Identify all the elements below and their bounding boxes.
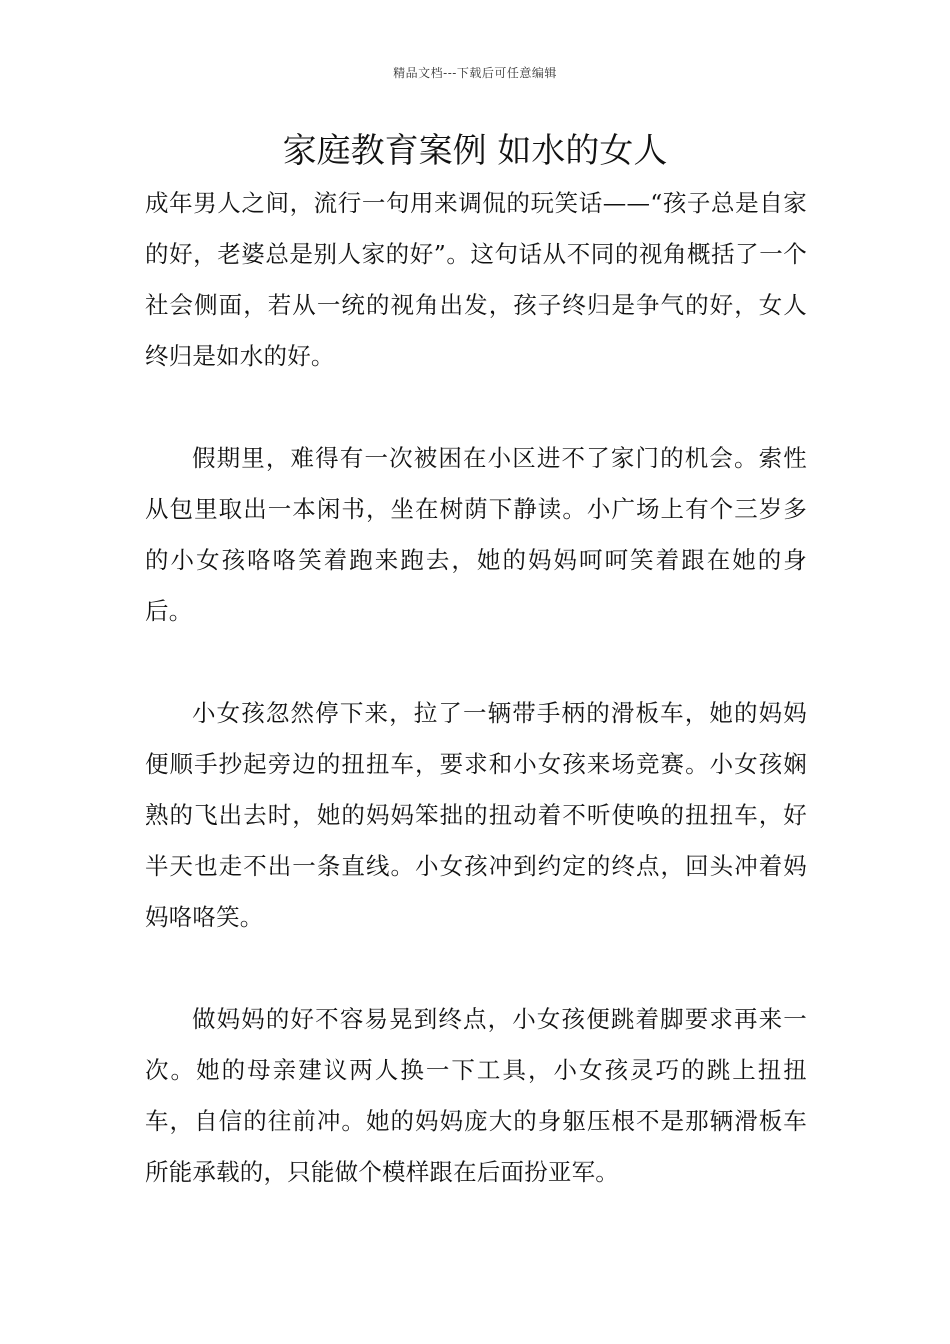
document-title: 家庭教育案例 如水的女人 xyxy=(282,131,668,171)
paragraph-4: 做妈妈的好不容易晃到终点，小女孩便跳着脚要求再来一次。她的母亲建议两人换一下工具，小女孩灵巧的跳上扭扭车，自信的往前冲。她的妈妈庞大的身躯压根不是那辆滑板车所能承载的，只能做个模样跟在后面扮亚军。 xyxy=(145,1005,807,1186)
paragraph-3: 小女孩忽然停下来，拉了一辆带手柄的滑板车，她的妈妈便顺手抄起旁边的扭扭车，要求和小女孩来场竞赛。小女孩娴熟的飞出去时，她的妈妈笨拙的扭动着不听使唤的扭扭车，好半天也走不出一条直线。小女孩冲到约定的终点，回头冲着妈妈咯咯笑。 xyxy=(145,699,807,931)
paragraph-2: 假期里，难得有一次被困在小区进不了家门的机会。索性从包里取出一本闲书，坐在树荫下静读。小广场上有个三岁多的小女孩咯咯笑着跑来跑去，她的妈妈呵呵笑着跟在她的身后。 xyxy=(145,444,807,625)
document-body xyxy=(145,178,807,1198)
header-note: 精品文档---下载后可任意编辑 xyxy=(393,66,557,80)
paragraph-1: 成年男人之间，流行一句用来调侃的玩笑话——“孩子总是自家的好，老婆总是别人家的好”。这句话从不同的视角概括了一个社会侧面，若从一统的视角出发，孩子终归是争气的好，女人终归是如水的好。 xyxy=(145,189,807,370)
